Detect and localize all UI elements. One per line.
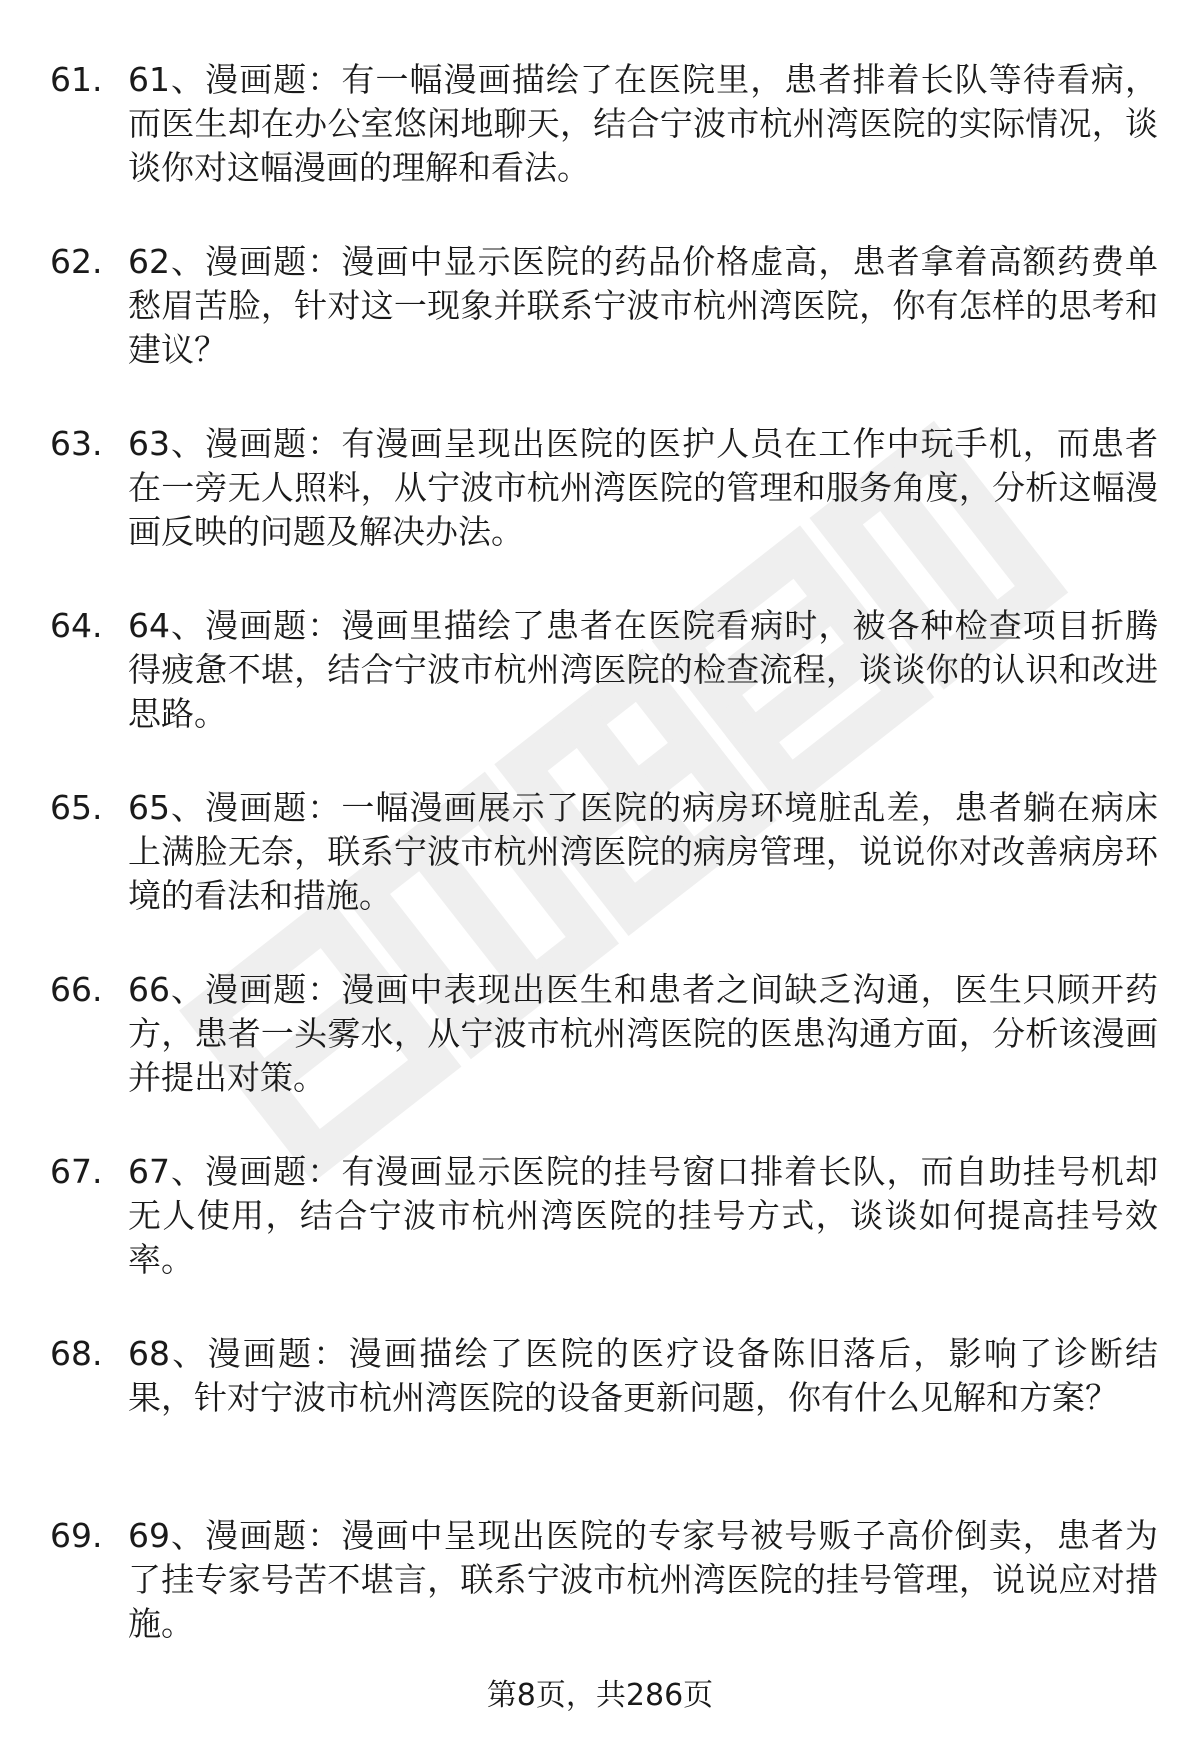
question-text: 62、漫画题：漫画中显示医院的药品价格虚高，患者拿着高额药费单愁眉苦脸，针对这一现象并联系宁波市杭州湾医院，你有怎样的思考和建议？	[128, 242, 1158, 369]
question-number: 66.	[50, 970, 103, 1009]
question-item	[0, 968, 1200, 1150]
question-text: 69、漫画题：漫画中呈现出医院的专家号被号贩子高价倒卖，患者为了挂专家号苦不堪言，联系宁波市杭州湾医院的挂号管理，说说应对措施。	[128, 1516, 1158, 1643]
question-item	[0, 786, 1200, 968]
question-item	[0, 58, 1200, 240]
question-item	[0, 1332, 1200, 1514]
question-text: 65、漫画题：一幅漫画展示了医院的病房环境脏乱差，患者躺在病床上满脸无奈，联系宁波市杭州湾医院的病房管理，说说你对改善病房环境的看法和措施。	[128, 788, 1158, 915]
question-text: 68、漫画题：漫画描绘了医院的医疗设备陈旧落后，影响了诊断结果，针对宁波市杭州湾医院的设备更新问题，你有什么见解和方案？	[128, 1334, 1158, 1417]
question-number: 65.	[50, 788, 103, 827]
question-text: 66、漫画题：漫画中表现出医生和患者之间缺乏沟通，医生只顾开药方，患者一头雾水，从宁波市杭州湾医院的医患沟通方面，分析该漫画并提出对策。	[128, 970, 1158, 1097]
question-text: 64、漫画题：漫画里描绘了患者在医院看病时，被各种检查项目折腾得疲惫不堪，结合宁波市杭州湾医院的检查流程，谈谈你的认识和改进思路。	[128, 606, 1158, 733]
question-number: 62.	[50, 242, 103, 281]
question-number: 63.	[50, 424, 103, 463]
question-number: 67.	[50, 1152, 103, 1191]
question-number: 64.	[50, 606, 103, 645]
page-footer: 第8页，共286页	[486, 1678, 714, 1713]
question-item	[0, 604, 1200, 786]
question-text: 63、漫画题：有漫画呈现出医院的医护人员在工作中玩手机，而患者在一旁无人照料，从宁波市杭州湾医院的管理和服务角度，分析这幅漫画反映的问题及解决办法。	[128, 424, 1158, 551]
question-item	[0, 240, 1200, 422]
question-text: 61、漫画题：有一幅漫画描绘了在医院里，患者排着长队等待看病，而医生却在办公室悠闲地聊天，结合宁波市杭州湾医院的实际情况，谈谈你对这幅漫画的理解和看法。	[128, 60, 1158, 187]
question-number: 61.	[50, 60, 103, 99]
question-list	[0, 58, 1200, 1696]
question-number: 69.	[50, 1516, 103, 1555]
question-item	[0, 422, 1200, 604]
question-number: 68.	[50, 1334, 103, 1373]
question-item	[0, 1150, 1200, 1332]
question-text: 67、漫画题：有漫画显示医院的挂号窗口排着长队，而自助挂号机却无人使用，结合宁波市杭州湾医院的挂号方式，谈谈如何提高挂号效率。	[128, 1152, 1158, 1279]
question-item	[0, 1514, 1200, 1696]
